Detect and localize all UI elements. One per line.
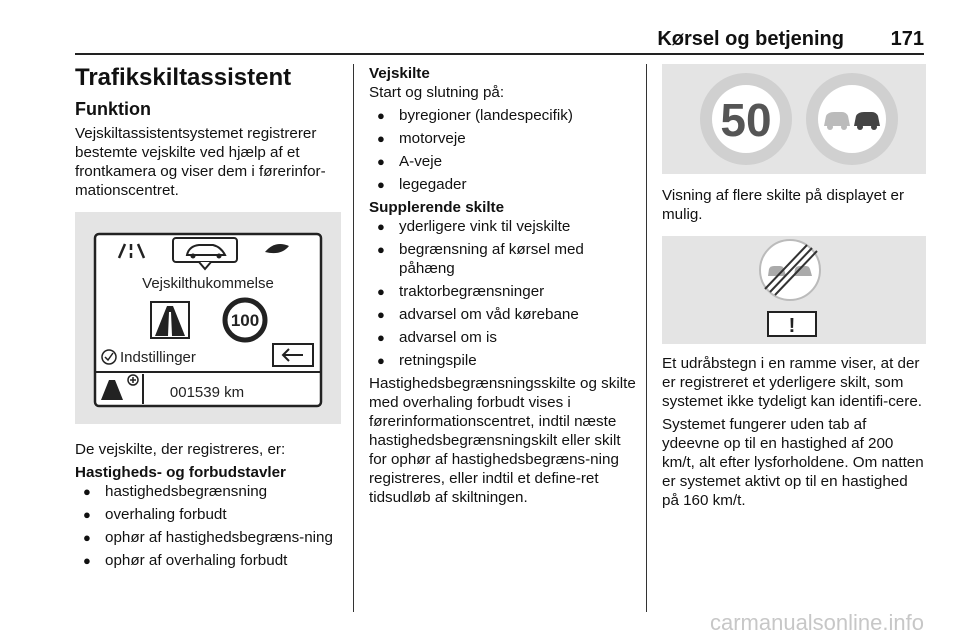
sign-list xyxy=(75,482,343,570)
page-title: Trafikskiltassistent xyxy=(75,64,292,91)
end-sign-figure xyxy=(662,236,926,344)
speed-and-overtaking-signs xyxy=(662,64,926,174)
supplementary-list xyxy=(369,217,639,370)
back-arrow-icon xyxy=(273,344,313,366)
column-divider xyxy=(646,64,647,612)
multiple-signs-text: Visning af flere skilte på displayet er mulig. xyxy=(662,187,905,223)
header-section-title: Kørsel og betjening xyxy=(657,28,844,50)
list-item: ● overhaling forbudt xyxy=(75,505,343,524)
section-heading: Vejskilte xyxy=(369,65,430,82)
subheading: Start og slutning på: xyxy=(369,84,505,101)
display-heading: Vejskilthukommelse xyxy=(142,275,274,292)
list-item: ● hastighedsbegrænsning xyxy=(75,482,343,501)
list-item: ● advarsel om is xyxy=(369,328,639,347)
signs-figure xyxy=(662,64,926,174)
list-item: ● legegader xyxy=(369,175,639,194)
list-item: ● advarsel om våd kørebane xyxy=(369,305,639,324)
header-page-number: 171 xyxy=(890,28,924,50)
watermark: carmanualsonline.info xyxy=(709,610,924,635)
column-divider xyxy=(353,64,354,612)
exclamation-text: Et udråbstegn i en ramme viser, at der er registreret et yderligere skilt, som systemet ikke tydeligt kan identifi-cere. xyxy=(662,355,922,410)
display-figure xyxy=(75,212,341,424)
exclamation-frame-icon xyxy=(768,312,816,337)
list-item: ● motorveje xyxy=(369,129,639,148)
settings-label: Indstillinger xyxy=(120,349,196,366)
speed-limit-sign-icon xyxy=(225,300,265,340)
no-overtaking-sign-icon xyxy=(806,73,898,165)
info-display-illustration xyxy=(75,212,341,424)
intro-paragraph: Vejskiltassistentsystemet registrerer bestemte vejskilte ved hjælp af et frontkamera og viser dem i førerinfor-mationscentret. xyxy=(75,125,326,199)
section-heading: Funktion xyxy=(75,99,151,119)
speed-sign-value: 50 xyxy=(720,94,772,146)
speed-limit-sign-icon xyxy=(700,73,792,165)
header-rule xyxy=(75,53,924,55)
list-item: ● traktorbegrænsninger xyxy=(369,282,639,301)
column-2 xyxy=(369,64,639,511)
list-item: ● yderligere vink til vejskilte xyxy=(369,217,639,236)
supplementary-heading: Supplerende skilte xyxy=(369,199,505,216)
list-item: ● begrænsning af kørsel med påhæng xyxy=(369,240,639,278)
list-item: ● ophør af overhaling forbudt xyxy=(75,551,343,570)
column-3 xyxy=(662,64,926,514)
road-sign-list xyxy=(369,106,639,194)
performance-text: Systemet fungerer uden tab af ydeevne op til en hastighed af 200 km/t, alt efter lysforholdene. Om natten er systemet aktivt op til en hastighed på 160 km/t. xyxy=(662,416,924,509)
figure-caption: De vejskilte, der registreres, er: xyxy=(75,441,286,458)
body-paragraph: Hastighedsbegrænsningsskilte og skilte med overhaling forbudt vises i førerinformationscentret, indtil næste hastighedsbegrænsningskilt eller skilt for ophør af hastighedsbegræns-ning registreres, eller indtil et define-ret tidsudløb af skiltningen. xyxy=(369,375,636,506)
motorway-sign-icon xyxy=(151,302,189,338)
odometer-reading: 001539 km xyxy=(169,384,245,401)
display-speed-value: 100 xyxy=(230,311,260,330)
column-1 xyxy=(75,64,343,574)
list-item: ● byregioner (landespecifik) xyxy=(369,106,639,125)
list-item: ● ophør af hastighedsbegræns-ning xyxy=(75,528,343,547)
list-item: ● retningspile xyxy=(369,351,639,370)
list-item: ● A-veje xyxy=(369,152,639,171)
end-of-restriction-sign xyxy=(662,236,926,344)
list-heading: Hastigheds- og forbudstavler xyxy=(75,464,286,481)
exclamation-mark: ! xyxy=(788,315,796,337)
end-overtaking-sign-icon xyxy=(760,240,820,300)
